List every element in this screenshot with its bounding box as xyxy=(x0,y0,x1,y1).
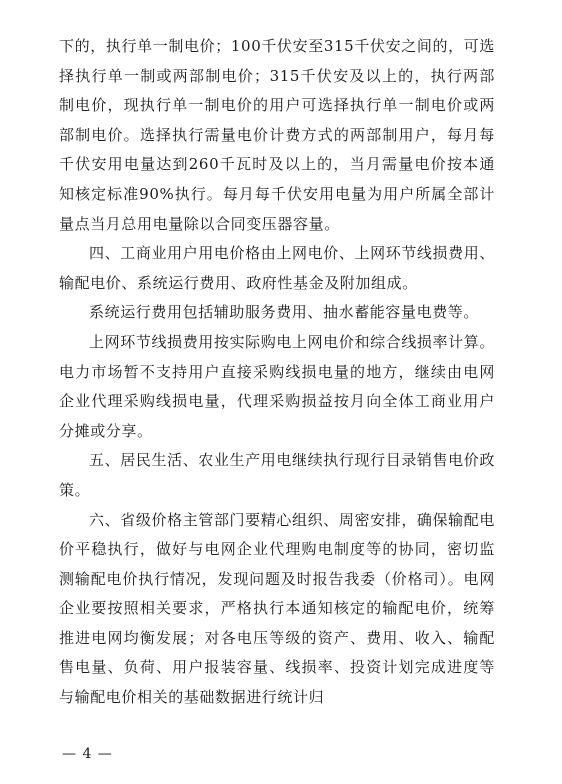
paragraph-continued: 下的，执行单一制电价；100千伏安至315千伏安之间的，可选择执行单一制或两部制电价；315千伏安及以上的，执行两部制电价，现执行单一制电价的用户可选择执行单一制电价或两部制电价。选择执行需量电价计费方式的两部制用户，每月每千伏安用电量达到260千瓦时及以上的，当月需量电价按本通知核定标准90%执行。每月每千伏安用电量为用户所属全部计量点当月总用电量除以合同变压器容量。 xyxy=(59,37,495,233)
paragraph-system-operation-fees: 系统运行费用包括辅助服务费用、抽水蓄能容量电费等。 xyxy=(89,303,480,322)
paragraph-section-six: 六、省级价格主管部门要精心组织、周密安排，确保输配电价平稳执行，做好与电网企业代理购电制度等的协同，密切监测输配电价执行情况，发现问题及时报告我委（价格司）。电网企业要按照相关要求，严格执行本通知核定的输配电价，统筹推进电网均衡发展；对各电压等级的资产、费用、收入、输配售电量、负荷、用户报装容量、线损率、投资计划完成进度等与输配电价相关的基础数据进行统计归 xyxy=(59,510,495,707)
page-number: — 4 — xyxy=(62,746,113,762)
paragraph-line-loss-fees: 上网环节线损费用按实际购电上网电价和综合线损率计算。电力市场暂不支持用户直接采购线损电量的地方，继续由电网企业代理采购线损电量，代理采购损益按月向全体工商业用户分摊或分享。 xyxy=(59,332,495,440)
paragraph-section-four: 四、工商业用户用电价格由上网电价、上网环节线损费用、输配电价、系统运行费用、政府性基金及附加组成。 xyxy=(59,244,495,292)
body-text xyxy=(59,32,495,713)
paragraph-section-five: 五、居民生活、农业生产用电继续执行现行目录销售电价政策。 xyxy=(59,451,495,499)
